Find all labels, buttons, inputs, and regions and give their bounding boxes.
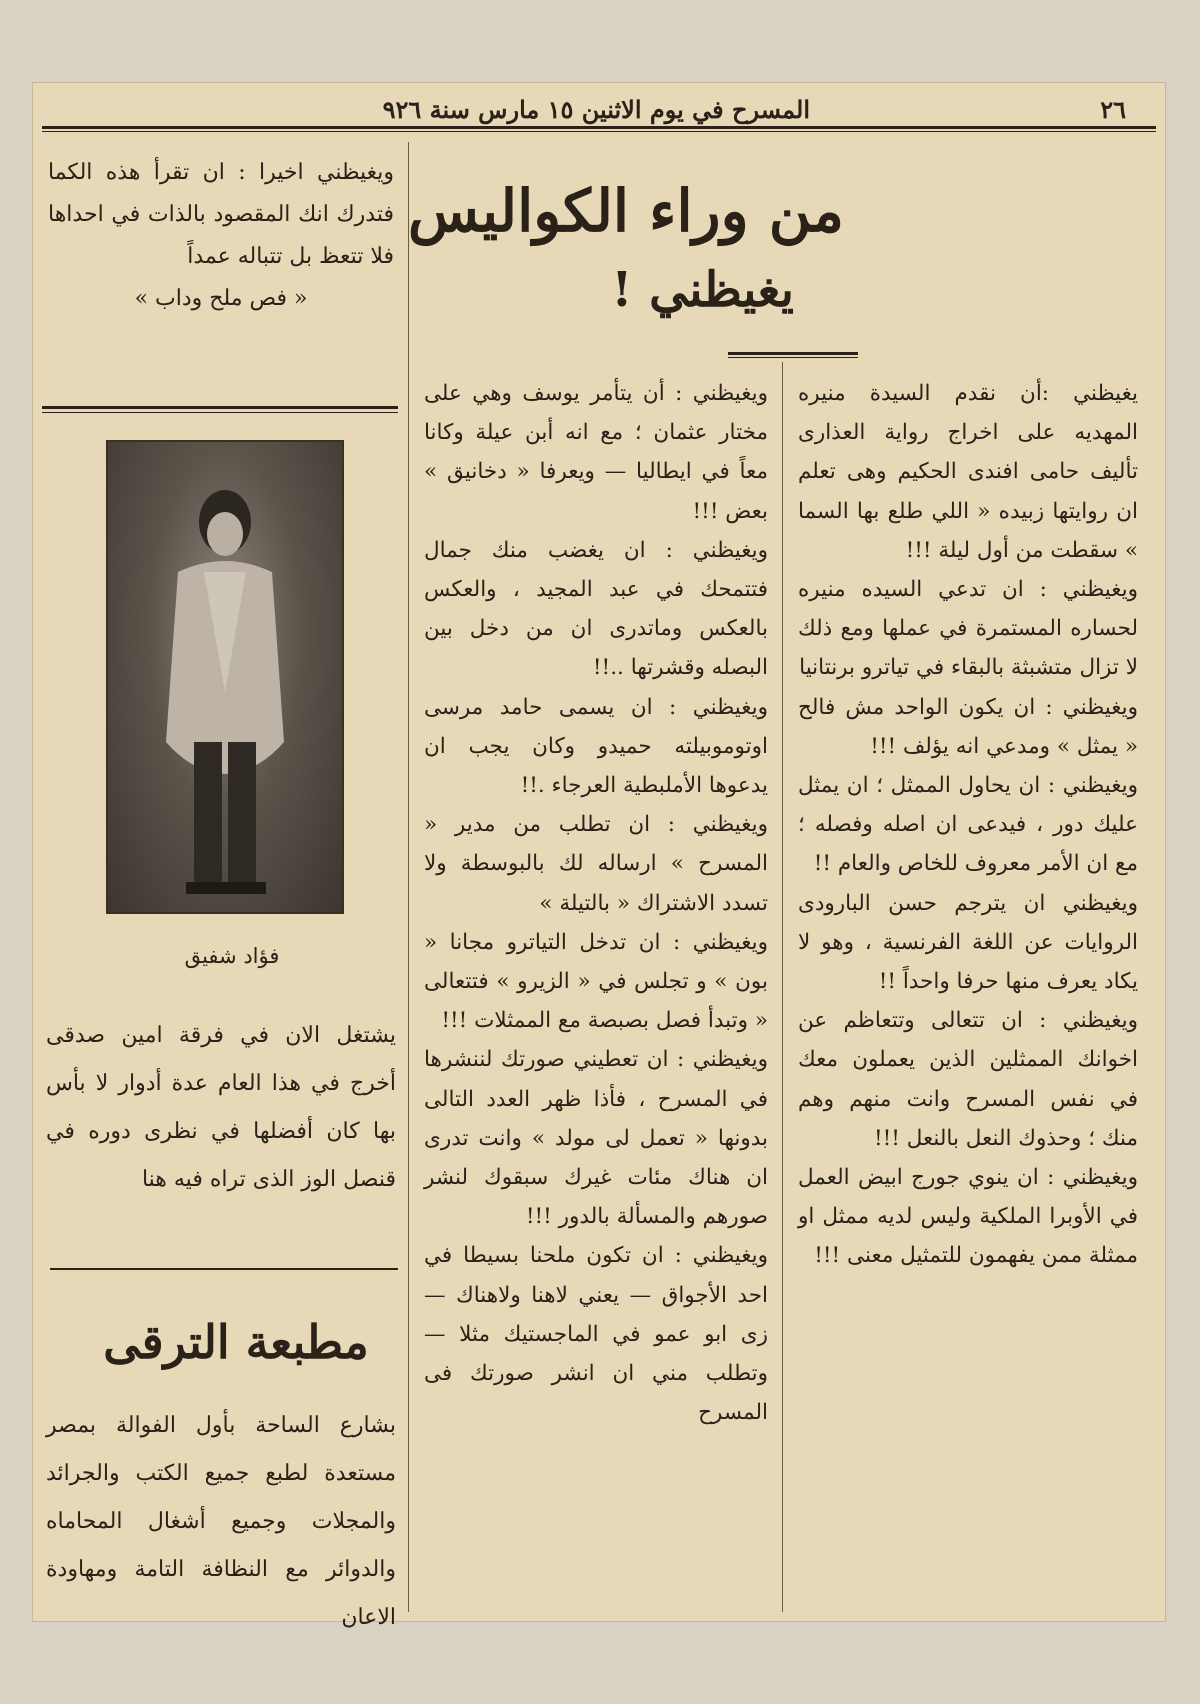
title-rule	[728, 352, 858, 355]
advertisement-body	[46, 1402, 396, 1642]
paragraph: ويغيظني اخيرا : ان تقرأ هذه الكما فتدرك انك المقصود بالذات في احداها فلا تتعظ بل تتباله عمداً	[48, 160, 394, 269]
paragraph: يشتغل الان في فرقة امين صدقى أخرج في هذا العام عدة أدوار لا بأس بها كان أفضلها في نظرى دوره في قنصل الوز الذى تراه فيه هنا	[46, 1023, 396, 1192]
article-right-column	[798, 374, 1138, 1276]
article-middle-column	[424, 374, 768, 1432]
paragraph: ويغيظني : ان تتعالى وتتعاظم عن اخوانك الممثلين الذين يعملون معك في نفس المسرح وانت منهم وهم منك ؛ وحذوك النعل بالنعل !!!	[798, 1008, 1138, 1151]
paragraph: ويغيظني : ان يحاول الممثل ؛ ان يمثل عليك دور ، فيدعى ان اصله وفصله ؛ مع ان الأمر معروف للخاص والعام !!	[798, 773, 1138, 877]
header-rule	[42, 126, 1156, 129]
section-rule-thin	[42, 412, 398, 413]
newspaper-page	[32, 82, 1166, 1630]
paragraph: ويغيظني : ان يكون الواحد مش فالح « يمثل » ومدعي انه يؤلف !!!	[798, 694, 1138, 759]
section-rule	[42, 406, 398, 409]
title-rule-thin	[728, 357, 858, 358]
column-divider-left	[408, 142, 409, 1612]
paragraph: ويغيظني : ان تعطيني صورتك لننشرها في المسرح ، فأذا ظهر العدد التالى بدونها « تعمل لى مولد » وانت تدرى ان هناك مئات غيرك سبقوك لنشر صورهم والمسألة بالدور !!!	[424, 1047, 768, 1230]
paragraph: يغيظني :أن نقدم السيدة منيره المهديه على اخراج رواية العذارى تأليف حامى افندى الحكيم وهى تعلم ان روايتها زبيده « اللي طلع بها السما » سقطت من أول ليلة !!!	[798, 381, 1138, 563]
photo-description	[46, 1012, 396, 1204]
column-divider-right	[782, 362, 783, 1612]
portrait-figure	[108, 442, 342, 912]
article-subtitle: يغيظني !	[611, 262, 794, 318]
photo-caption: فؤاد شفيق	[184, 944, 280, 968]
paragraph: ويغيظني : أن يتأمر يوسف وهي على مختار عثمان ؛ مع انه أبن عيلة وكانا معاً في ايطاليا — ويعرفا « دخانيق » بعض !!!	[424, 381, 768, 524]
paragraph: ويغيظني : ان ينوي جورج ابيض العمل في الأوبرا الملكية وليس لديه ممثل او ممثلة ممن يفهمون للتمثيل معنى !!!	[798, 1165, 1138, 1269]
page-number: ٢٦	[1100, 95, 1126, 124]
paragraph: ويغيظني : ان تكون ملحنا بسيطا في احد الأجواق — يعني لاهنا ولاهناك — زى ابو عمو في الماجستيك مثلا — وتطلب مني ان انشر صورتك فى المسرح	[424, 1243, 768, 1426]
article-left-column	[48, 152, 394, 320]
advertisement-title: مطبعة الترقى	[103, 1315, 369, 1369]
paragraph: ويغيظني : ان يسمى حامد مرسى اوتوموبيلته حميدو وكان يجب ان يدعوها الأملبطية العرجاء .!!	[424, 694, 768, 799]
closing-quote: « فص ملح وداب »	[134, 286, 308, 311]
header-rule-thin	[42, 131, 1156, 132]
ad-rule	[50, 1268, 398, 1270]
portrait-photo	[106, 440, 344, 914]
article-title: من وراء الكواليس	[407, 177, 844, 245]
paragraph: بشارع الساحة بأول الفوالة بمصر مستعدة لطبع جميع الكتب والجرائد والمجلات وجميع أشغال المحاماه والدوائر مع النظافة التامة ومهاودة الاعان	[46, 1413, 396, 1630]
running-title: المسرح في يوم الاثنين ١٥ مارس سنة ٩٢٦	[382, 95, 810, 124]
paragraph: ويغيظني : ان يغضب منك جمال فتتمحك في عبد المجيد ، والعكس بالعكس وماتدرى ان من دخل بين البصله وقشرتها ..!!	[424, 537, 768, 681]
paragraph: ويغيظني ان يترجم حسن البارودى الروايات عن اللغة الفرنسية ، وهو لا يكاد يعرف منها حرفا واحداً !!	[798, 890, 1138, 995]
paragraph: ويغيظني : ان تدعي السيده منيره لحساره المستمرة في عملها ومع ذلك لا تزال متشبثة بالبقاء في تياترو برنتانيا	[798, 577, 1138, 681]
paragraph: ويغيظني : ان تطلب من مدير « المسرح » ارساله لك بالبوسطة ولا تسدد الاشتراك « بالتيلة »	[424, 812, 768, 916]
paragraph: ويغيظني : ان تدخل التياترو مجانا « بون » و تجلس في « الزيرو » فتتعالى « وتبدأ فصل بصبصة مع الممثلات !!!	[424, 929, 768, 1034]
